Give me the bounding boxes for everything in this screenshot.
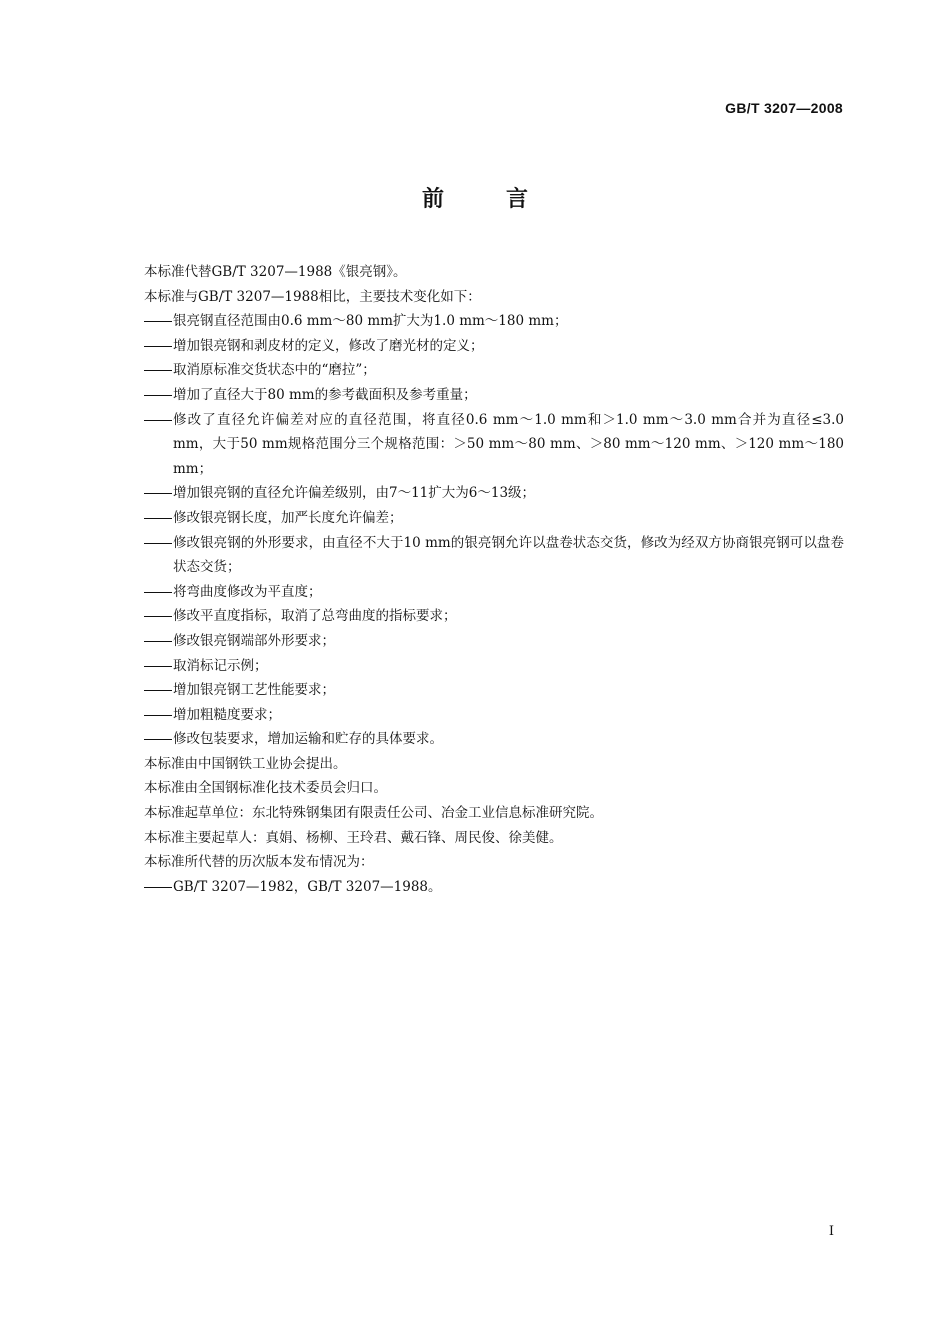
change-item bbox=[144, 727, 844, 752]
change-item bbox=[144, 383, 844, 408]
dash-mark bbox=[144, 641, 172, 642]
dash-mark bbox=[144, 739, 172, 740]
change-item bbox=[144, 629, 844, 654]
change-text: 修改银亮钢的外形要求，由直径不大于10 mm的银亮钢允许以盘卷状态交货，修改为经双方协商银亮钢可以盘卷状态交货； bbox=[173, 534, 844, 576]
change-text: 将弯曲度修改为平直度； bbox=[173, 583, 322, 600]
drafters-paragraph: 本标准主要起草人：真娟、杨柳、王玲君、戴石锋、周民俊、徐美健。 bbox=[144, 829, 563, 846]
change-text: 修改了直径允许偏差对应的直径范围，将直径0.6 mm～1.0 mm和＞1.0 mm～3.0 mm合并为直径≤3.0 mm，大于50 mm规格范围分三个规格范围：＞50 mm～80 mm、＞80 mm～120 mm、＞120 mm～180 mm； bbox=[173, 411, 844, 477]
change-item bbox=[144, 531, 844, 580]
change-text: 银亮钢直径范围由0.6 mm～80 mm扩大为1.0 mm～180 mm； bbox=[173, 313, 568, 330]
change-item bbox=[144, 604, 844, 629]
dash-mark bbox=[144, 543, 172, 544]
change-text: 增加了直径大于80 mm的参考截面积及参考重量； bbox=[173, 386, 477, 403]
change-text: 修改银亮钢端部外形要求； bbox=[173, 632, 335, 649]
change-item bbox=[144, 358, 844, 383]
history-text: GB/T 3207—1982，GB/T 3207—1988。 bbox=[173, 878, 442, 895]
dash-mark bbox=[144, 616, 172, 617]
dash-mark bbox=[144, 592, 172, 593]
change-text: 修改银亮钢长度，加严长度允许偏差； bbox=[173, 509, 403, 526]
dash-mark bbox=[144, 690, 172, 691]
dash-mark bbox=[144, 346, 172, 347]
change-item bbox=[144, 408, 844, 482]
changes-intro-paragraph: 本标准与GB/T 3207—1988相比，主要技术变化如下： bbox=[144, 288, 481, 305]
change-text: 修改平直度指标，取消了总弯曲度的指标要求； bbox=[173, 608, 457, 625]
change-item bbox=[144, 309, 844, 334]
change-item bbox=[144, 506, 844, 531]
change-item bbox=[144, 678, 844, 703]
history-item bbox=[144, 875, 844, 900]
change-text: 增加银亮钢和剥皮材的定义，修改了磨光材的定义； bbox=[173, 337, 484, 354]
history-intro-paragraph: 本标准所代替的历次版本发布情况为： bbox=[144, 854, 374, 871]
dash-mark bbox=[144, 420, 172, 421]
replaces-paragraph: 本标准代替GB/T 3207—1988《银亮钢》。 bbox=[144, 264, 407, 280]
proposed-by-paragraph: 本标准由中国钢铁工业协会提出。 bbox=[144, 755, 347, 772]
drafting-units-paragraph: 本标准起草单位：东北特殊钢集团有限责任公司、冶金工业信息标准研究院。 bbox=[144, 805, 603, 822]
page-title: 前言 bbox=[421, 187, 590, 212]
change-text: 取消标记示例； bbox=[173, 657, 268, 674]
dash-mark bbox=[144, 321, 172, 322]
dash-mark bbox=[144, 395, 172, 396]
dash-mark bbox=[144, 715, 172, 716]
centralized-by-paragraph: 本标准由全国钢标准化技术委员会归口。 bbox=[144, 780, 387, 797]
dash-mark bbox=[144, 370, 172, 371]
change-item bbox=[144, 334, 844, 359]
change-text: 增加银亮钢的直径允许偏差级别，由7～11扩大为6～13级； bbox=[173, 485, 536, 502]
dash-mark bbox=[144, 493, 172, 494]
change-item bbox=[144, 703, 844, 728]
dash-mark bbox=[144, 887, 172, 888]
change-item bbox=[144, 654, 844, 679]
change-text: 取消原标准交货状态中的“磨拉”； bbox=[173, 362, 376, 379]
change-text: 增加粗糙度要求； bbox=[173, 706, 281, 723]
change-text: 修改包装要求，增加运输和贮存的具体要求。 bbox=[173, 731, 443, 748]
change-item bbox=[144, 580, 844, 605]
dash-mark bbox=[144, 666, 172, 667]
change-text: 增加银亮钢工艺性能要求； bbox=[173, 682, 335, 699]
foreword-body bbox=[144, 260, 844, 899]
page-number: I bbox=[828, 1224, 834, 1239]
standard-number: GB/T 3207—2008 bbox=[725, 100, 843, 116]
dash-mark bbox=[144, 518, 172, 519]
change-item bbox=[144, 481, 844, 506]
